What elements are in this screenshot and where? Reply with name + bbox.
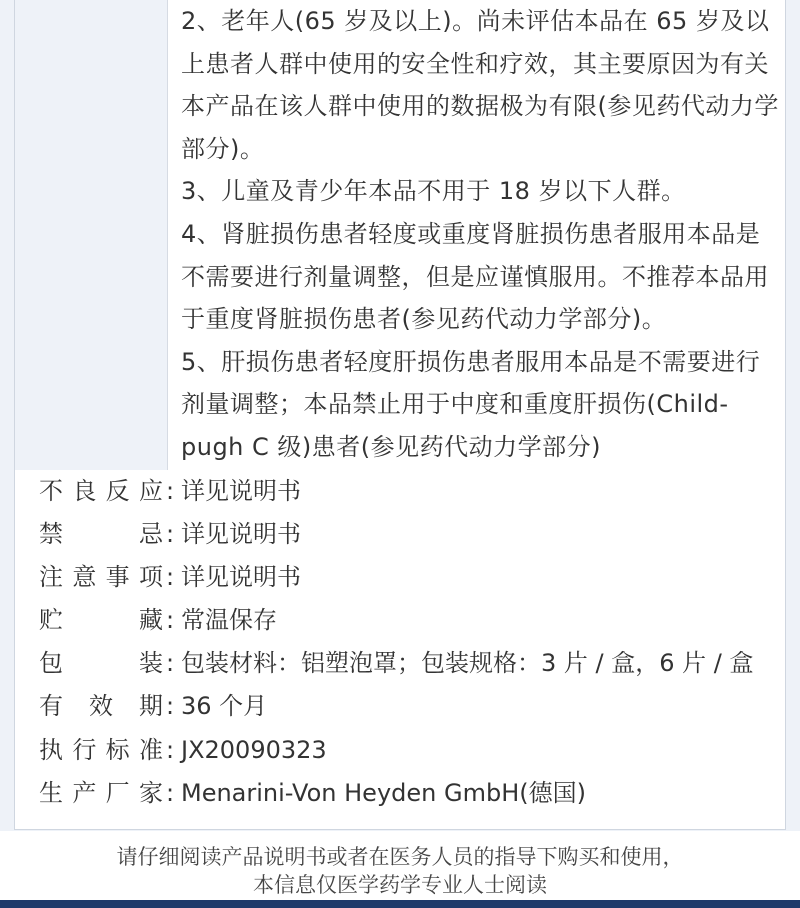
field-label: 包装: [39, 649, 164, 678]
field-colon: :: [166, 606, 175, 635]
field-colon: :: [166, 649, 175, 678]
usage-paragraph-hepatic: 5、肝损伤患者轻度肝损伤患者服用本品是不需要进行剂量调整；本品禁止用于中度和重度肝损伤(Child-pugh C 级)患者(参见药代动力学部分): [181, 347, 761, 461]
field-colon: :: [166, 735, 175, 764]
drug-info-panel: [14, 0, 786, 830]
field-label: 执行标准: [39, 735, 164, 764]
field-row-validity: [39, 685, 779, 728]
field-row-standard: [39, 729, 779, 772]
field-colon: :: [166, 692, 175, 721]
usage-section: [181, 0, 781, 469]
field-value: 常温保存: [181, 606, 277, 635]
usage-paragraph-renal: 4、肾脏损伤患者轻度或重度肾脏损伤患者服用本品是不需要进行剂量调整，但是应谨慎服用。不推荐本品用于重度肾脏损伤患者(参见药代动力学部分)。: [181, 219, 769, 334]
field-colon: :: [166, 477, 175, 505]
field-row-contraindications: [39, 513, 779, 556]
disclaimer-footer: [0, 831, 800, 901]
field-label: 不良反应: [39, 477, 164, 505]
field-colon: :: [166, 563, 175, 592]
field-label: 注意事项: [39, 563, 164, 592]
field-label: 有效期: [39, 692, 164, 721]
field-colon: :: [166, 520, 175, 549]
field-label: 贮藏: [39, 606, 164, 635]
field-row-precautions: [39, 556, 779, 599]
field-value: 36 个月: [181, 692, 268, 721]
field-label: 生产厂家: [39, 778, 164, 807]
label-column-background: [15, 0, 168, 470]
usage-paragraph-children: 3、儿童及青少年本品不用于 18 岁以下人群。: [181, 177, 686, 206]
field-value: JX20090323: [181, 735, 327, 764]
field-row-manufacturer: [39, 772, 779, 815]
field-value: 详见说明书: [181, 563, 301, 592]
field-label: 禁忌: [39, 520, 164, 549]
field-row-packaging: [39, 642, 779, 685]
field-colon: :: [166, 778, 175, 807]
field-row-adverse-reactions: [39, 470, 779, 513]
field-value: 包装材料：铝塑泡罩；包装规格：3 片 / 盒，6 片 / 盒: [181, 649, 754, 678]
disclaimer-line-2: 本信息仅医学药学专业人士阅读: [253, 873, 547, 897]
field-row-storage: [39, 599, 779, 642]
field-value: 详见说明书: [181, 520, 301, 549]
field-value: 详见说明书: [181, 477, 301, 505]
info-fields: [39, 470, 779, 815]
field-value: Menarini-Von Heyden GmbH(德国): [181, 778, 586, 807]
usage-paragraph-elderly: 2、老年人(65 岁及以上)。尚未评估本品在 65 岁及以上患者人群中使用的安全性和疗效，其主要原因为有关本产品在该人群中使用的数据极为有限(参见药代动力学部分)。: [181, 7, 779, 163]
disclaimer-line-1: 请仔细阅读产品说明书或者在医务人员的指导下购买和使用，: [116, 845, 684, 869]
bottom-bar: [0, 900, 800, 908]
